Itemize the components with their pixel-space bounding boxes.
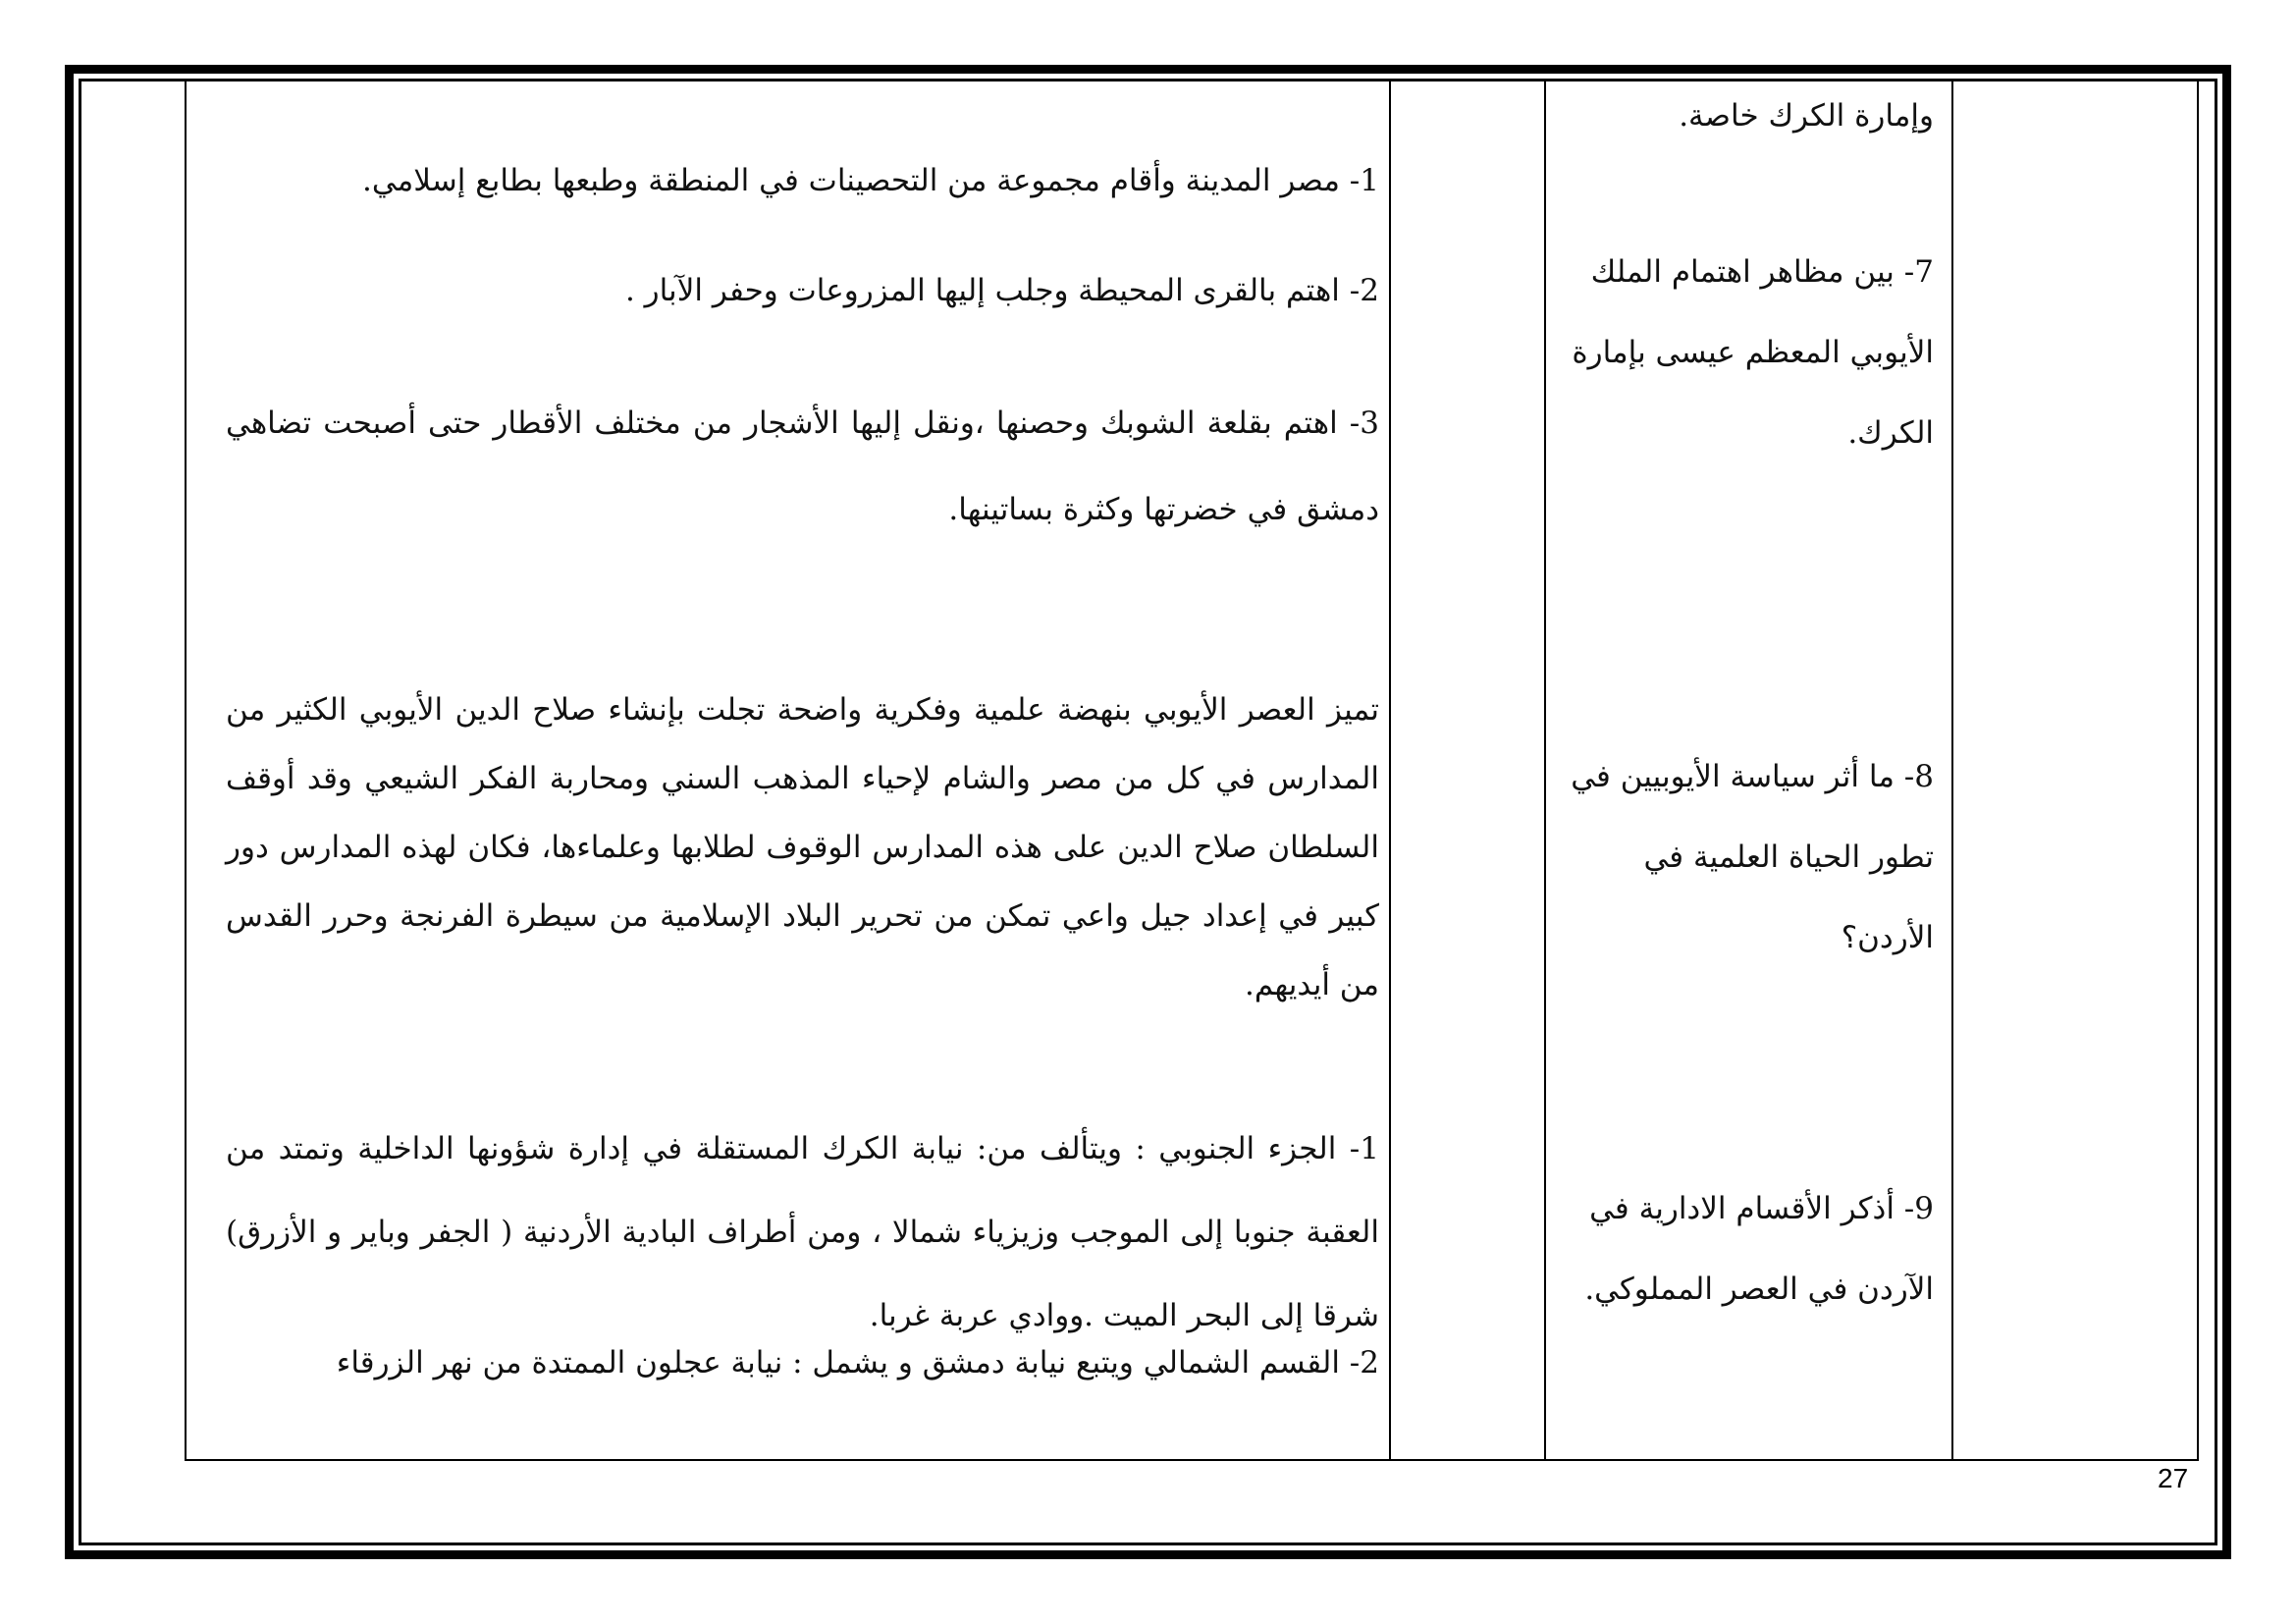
question-7: 7- بين مظاهر اهتمام الملك الأيوبي المعظم عيسى بإمارة الكرك. [1572, 254, 1934, 451]
question-8: 8- ما أثر سياسة الأيوبيين في تطور الحياة العلمية في الأردن؟ [1571, 759, 1934, 955]
answer-7-item-3-text: 3- اهتم بقلعة الشوبك وحصنها ،ونقل إليها الأشجار من مختلف الأقطار حتى أصبحت تضاهي دمشق في خضرتها وكثرة بساتينها. [226, 406, 1379, 527]
answer-7-item-2: 2- اهتم بالقرى المحيطة وجلب إليها المزروعات وحفر الآبار . [624, 273, 1379, 308]
answer-9-item-2: 2- القسم الشمالي ويتبع نيابة دمشق و يشمل : نيابة عجلون الممتدة من نهر الزرقاء [336, 1345, 1379, 1380]
questions-column [1546, 79, 1944, 1459]
answer-8: تميز العصر الأيوبي بنهضة علمية وفكرية واضحة تجلت بإنشاء صلاح الدين الأيوبي الكثير من المدارس في كل من مصر والشام لإحياء المذهب السني ومحاربة الفكر الشيعي وقد أوقف السلطان صلاح الدين على هذه المدارس الوقوف لطلابها وعلماءها، فكان لهذه المدارس دور كبير في إعداد جيل واعي تمكن من تحرير البلاد الإسلامية من سيطرة الفرنجة وحرر القدس من أيديهم. [226, 692, 1379, 1002]
column-divider [1389, 79, 1391, 1459]
column-divider [1951, 79, 1953, 1459]
answer-7-item-1: 1- مصر المدينة وأقام مجموعة من التحصينات في المنطقة وطبعها بطابع إسلامي. [361, 163, 1379, 198]
answers-column [187, 79, 1389, 1459]
question-continuation: وإمارة الكرك خاصة. [1679, 98, 1934, 134]
answer-9-item-1: 1- الجزء الجنوبي : ويتألف من: نيابة الكرك المستقلة في إدارة شؤونها الداخلية وتمتد من العقبة جنوبا إلى الموجب وزيزياء شمالا ، ومن أطراف البادية الأردنية ( الجفر وباير و الأزرق) شرقا إلى البحر الميت .ووادي عربة غربا. [226, 1131, 1379, 1333]
page-number: 27 [2158, 1463, 2189, 1493]
question-9: 9- أذكر الأقسام الادارية في الآردن في العصر المملوكي. [1584, 1191, 1934, 1307]
qa-table [185, 79, 2199, 1461]
